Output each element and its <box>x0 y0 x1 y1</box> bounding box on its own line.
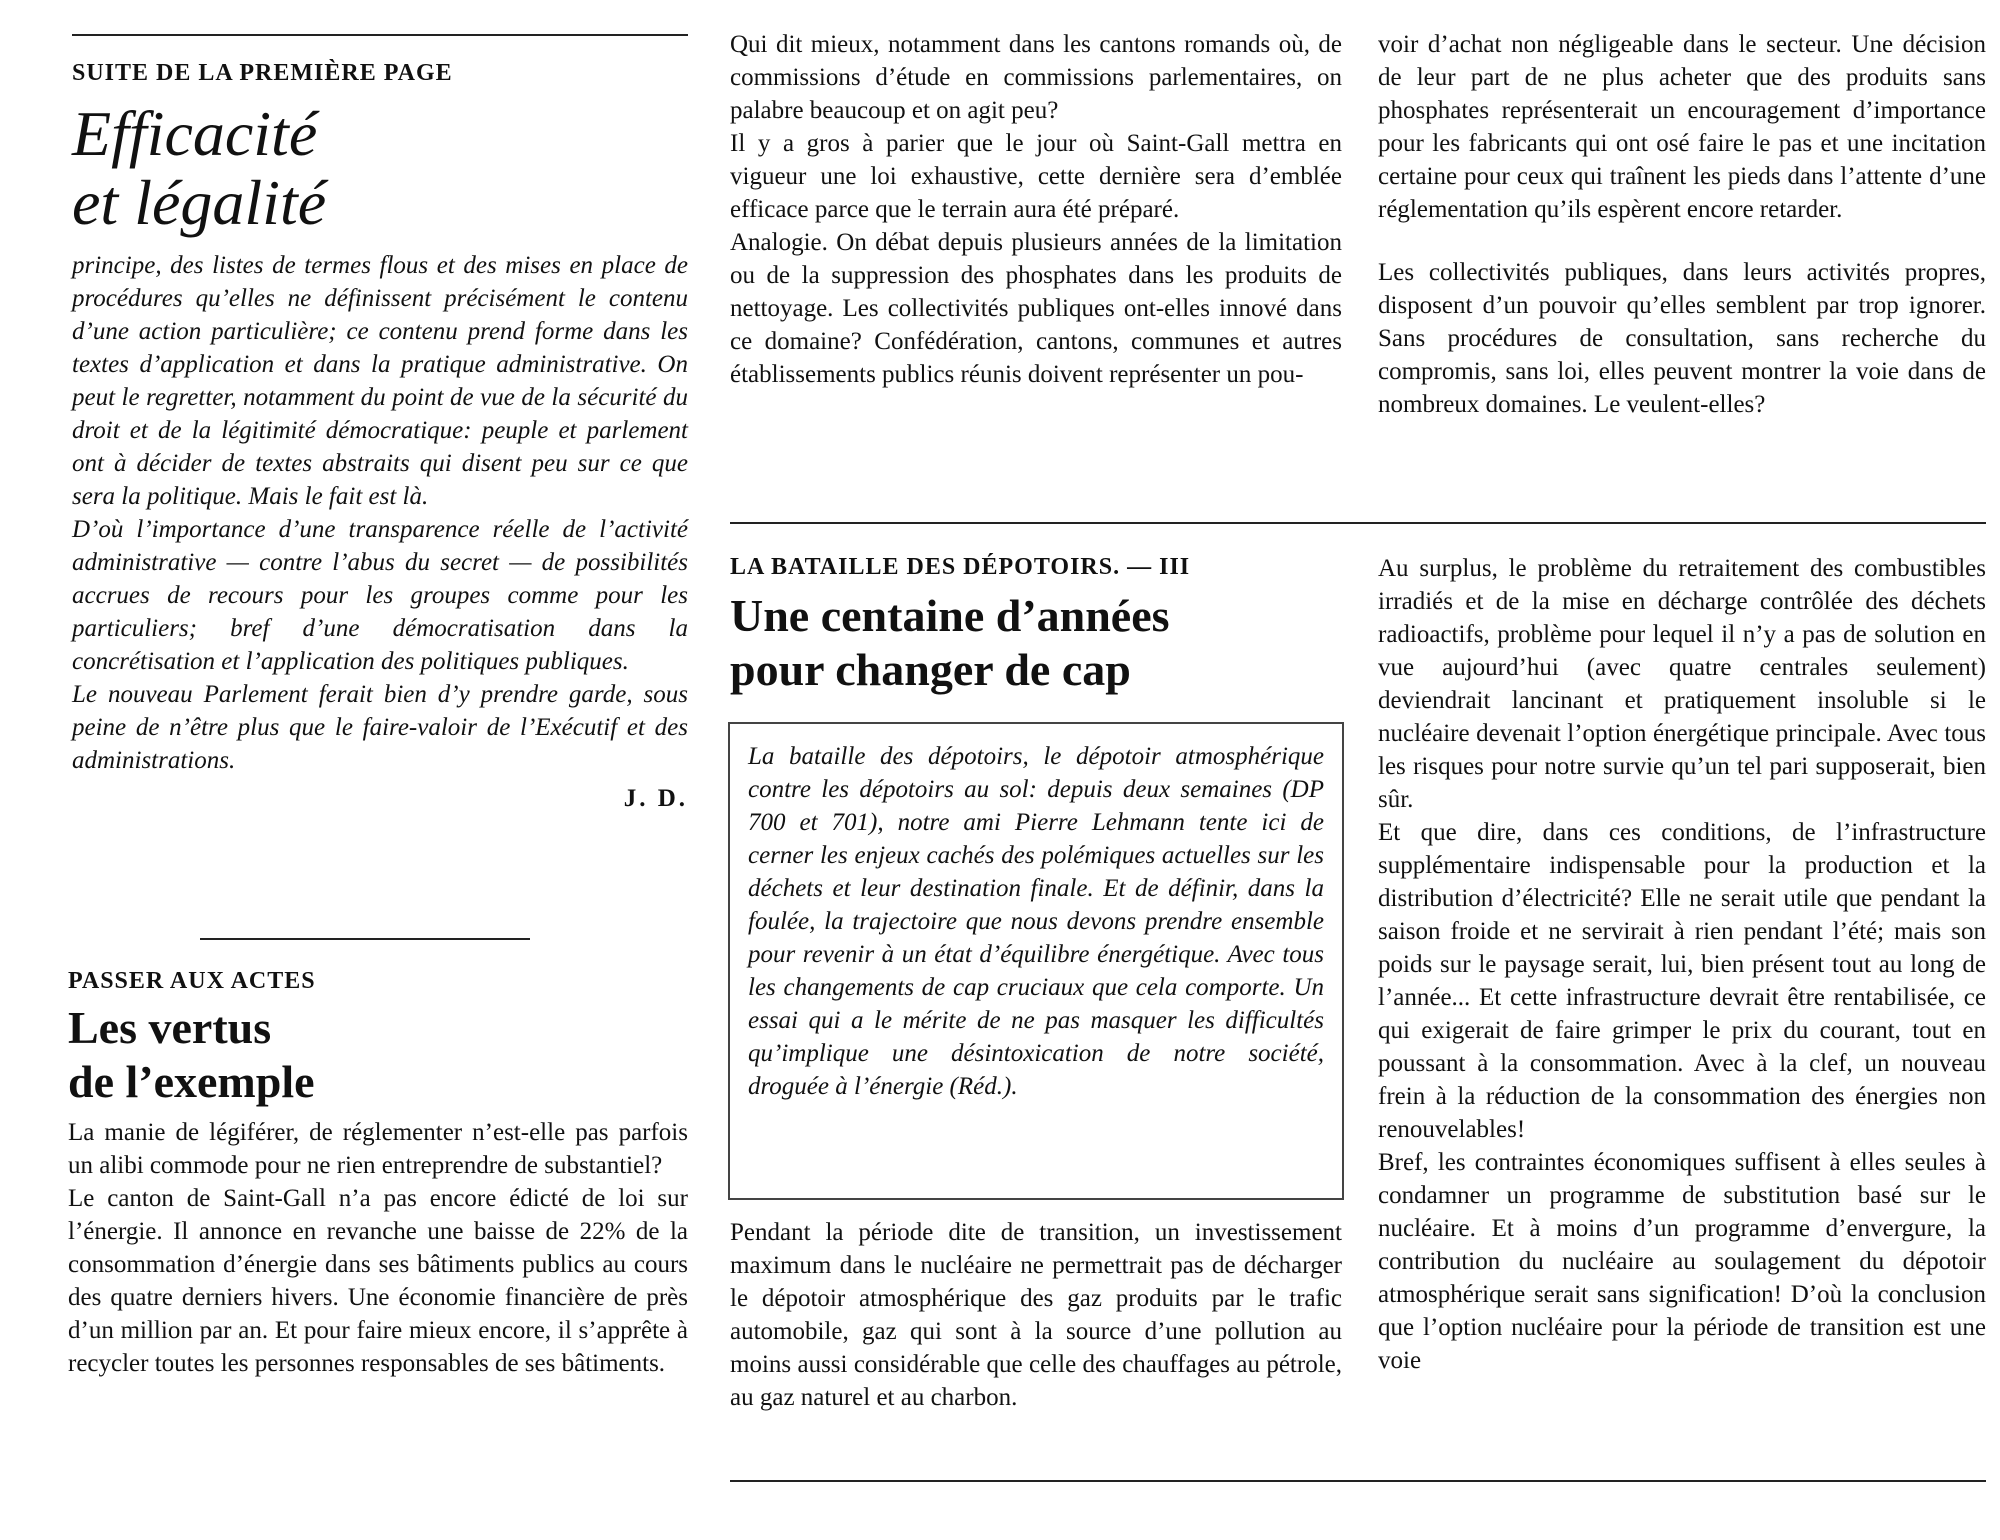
kicker: LA BATAILLE DES DÉPOTOIRS. — III <box>730 554 1191 580</box>
top-rule-col1 <box>72 34 688 36</box>
article-title: Une centaine d’années pour changer de cap <box>730 590 1170 696</box>
paragraph: Il y a gros à parier que le jour où Saint-Gall mettra en vigueur une loi exhaustive, cette dernière sera d’emblée efficace parce que le terrain aura été préparé. <box>730 130 1342 223</box>
section-rule-upper <box>730 522 1986 524</box>
article-body <box>68 1116 688 1380</box>
intro-text: La bataille des dépotoirs, le dépotoir atmosphérique contre les dépotoirs au sol: depuis deux semaines (DP 700 et 701), notre ami Pierre Lehmann tente ici de cerner les enjeux cachés des polémiques actuelles sur les déchets et leur destination finale. Et de définir, dans la foulée, la trajectoire que nous devons prendre ensemble pour revenir à un état d’équilibre énergétique. Avec tous les changements de cap cruciaux que cela comporte. Un essai qui a le mérite de ne pas masquer les difficultés qu’implique une désintoxication de notre société, droguée à l’énergie (Réd.). <box>748 743 1324 1100</box>
column2-top-text <box>730 28 1342 391</box>
signature: J. D. <box>623 785 688 813</box>
paragraph: Bref, les contraintes économiques suffisent à elles seules à condamner un programme de substitution basé sur le nucléaire. Et à moins d’un programme d’envergure, la contribution du nucléaire au soulagement du dépotoir atmosphérique serait sans signification! D’où la conclusion que l’option nucléaire pour la période de transition est une voie <box>1378 1149 1986 1374</box>
paragraph: Analogie. On débat depuis plusieurs années de la limitation ou de la suppression des phosphates dans les produits de nettoyage. Les collectivités publiques ont-elles innové dans ce domaine? Confédération, cantons, communes et autres établissements publics réunis doivent représenter un pou- <box>730 229 1342 388</box>
paragraph: Les collectivités publiques, dans leurs activités propres, disposent d’un pouvoir qu’elles semblent par trop ignorer. Sans procédures de consultation, sans recherche du compromis, sans loi, elles peuvent montrer la voie dans de nombreux domaines. Le veulent-elles? <box>1378 259 1986 418</box>
paragraph: principe, des listes de termes flous et des mises en place de procédures qu’elles ne définissent précisément le contenu d’une action particulière; ce contenu prend forme dans les textes d’application et dans la pratique administrative. On peut le regretter, notamment du point de vue de la sécurité du droit et de la légitimité démocratique: peuple et parlement ont à décider de textes abstraits qui disent peu sur ce que sera la politique. Mais le fait est là. <box>72 252 688 511</box>
paragraph: Au surplus, le problème du retraitement des combustibles irradiés et de la mise en décharge contrôlée des déchets radioactifs, problème pour lequel il n’y a pas de solution en vue aujourd’hui (avec quatre centrales seulement) deviendrait lancinant et pratiquement insoluble si le nucléaire devenait l’option énergétique principale. Avec tous les risques pour notre survie qu’un tel pari supposerait, bien sûr. <box>1378 555 1986 813</box>
paragraph: Le nouveau Parlement ferait bien d’y prendre garde, sous peine de n’être plus que le faire-valoir de l’Exécutif et des administrations. <box>72 681 688 775</box>
paragraph: Et que dire, dans ces conditions, de l’infrastructure supplémentaire indispensable pour la production et la distribution d’électricité? Elle ne serait utile que pendant la saison froide et ne servirait à rien pendant l’été; mais son poids sur le paysage serait, lui, bien présent tout au long de l’année... Et cette infrastructure devrait être rentabilisée, ce qui exigerait de faire grimper le prix du courant, tout en poussant à la consommation. Avec à la clef, un nouveau frein à la réduction de la consommation des énergies non renouvelables! <box>1378 819 1986 1143</box>
article-title: Les vertus de l’exemple <box>68 1002 315 1108</box>
paragraph: Pendant la période dite de transition, un investissement maximum dans le nucléaire ne permettrait pas de décharger le dépotoir atmosphérique des gaz produits par le trafic automobile, gaz qui sont à la source d’une pollution au moins aussi considérable que celle des chauffages au pétrole, au gaz naturel et au charbon. <box>730 1219 1342 1411</box>
article-efficacite <box>72 60 688 813</box>
paragraph: D’où l’importance d’une transparence réelle de l’activité administrative — contre l’abus du secret — de possibilités accrues de recours pour les groupes comme pour les particuliers; bref d’une démocratisation dans la concrétisation et l’application des politiques publiques. <box>72 516 688 676</box>
article-passer-aux-actes <box>68 968 688 1380</box>
paragraph: voir d’achat non négligeable dans le secteur. Une décision de leur part de ne plus acheter que des produits sans phosphates représenterait un encouragement d’importance pour les fabricants qui ont osé faire le pas et une incitation certaine pour ceux qui traînent les pieds dans l’attente d’une réglementation qu’ils espèrent encore retarder. <box>1378 31 1986 223</box>
article-body <box>1378 552 1986 1377</box>
separator-rule <box>200 938 530 940</box>
paragraph: Qui dit mieux, notamment dans les cantons romands où, de commissions d’étude en commissions parlementaires, on palabre beaucoup et on agit peu? <box>730 31 1342 124</box>
article-body <box>1378 28 1986 421</box>
article-body <box>72 249 688 777</box>
section-rule-bottom <box>730 1480 1986 1482</box>
article-body <box>730 28 1342 391</box>
article-bataille-kicker-title <box>730 554 1342 698</box>
kicker: SUITE DE LA PREMIÈRE PAGE <box>72 60 453 86</box>
paragraph: La manie de légiférer, de réglementer n’est-elle pas parfois un alibi commode pour ne rien entreprendre de substantiel? <box>68 1118 688 1179</box>
article-bataille-left <box>730 1216 1342 1414</box>
kicker: PASSER AUX ACTES <box>68 968 316 994</box>
column3-top-text <box>1378 28 1986 421</box>
paragraph: Le canton de Saint-Gall n’a pas encore édicté de loi sur l’énergie. Il annonce en revanche une baisse de 22% de la consommation d’énergie dans ses bâtiments publics au cours des quatre derniers hivers. Une économie financière de près d’un million par an. Et pour faire mieux encore, il s’apprête à recycler toutes les personnes responsables de ses bâtiments. <box>68 1184 688 1377</box>
intro-box <box>728 722 1344 1200</box>
article-title: Efficacité et légalité <box>72 98 327 239</box>
article-bataille-right <box>1378 552 1986 1377</box>
article-body <box>730 1216 1342 1414</box>
